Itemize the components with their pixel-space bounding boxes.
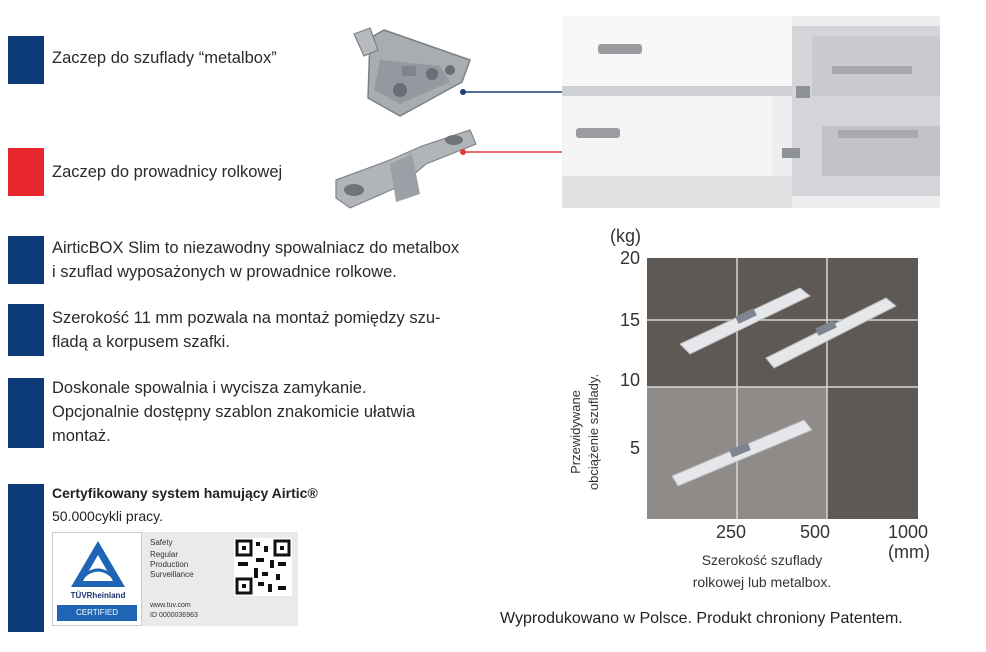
- feature-description-1: AirticBOX Slim to niezawodny spowalniacz do metalbox i szuflad wyposażonych w prowadnice rolkowe.: [52, 239, 460, 281]
- qr-code-icon: [234, 538, 292, 596]
- y-tick-15: 15: [620, 310, 641, 330]
- x-tick-1000: 1000: [888, 522, 929, 542]
- chart-cell-bottom-left: [647, 387, 737, 519]
- accent-bar-metalbox: [8, 36, 44, 84]
- accent-bar-feature-2: [8, 304, 44, 356]
- tuv-certificate-badge: [52, 532, 298, 626]
- accent-bar-feature-1: [8, 236, 44, 284]
- feature-description-2: Szerokość 11 mm pozwala na montaż pomiędzy szu- fladą a korpusem szafki.: [52, 309, 441, 351]
- feature-roller-label: Zaczep do prowadnicy rolkowej: [52, 163, 283, 181]
- chart-svg: [560, 220, 960, 600]
- tuv-triangle-icon: [53, 533, 143, 599]
- accent-bar-certification: [8, 484, 44, 632]
- x-unit-label: (mm): [888, 542, 930, 562]
- tuv-certified-badge: CERTIFIED: [57, 605, 137, 621]
- tuv-line-production: Production: [150, 560, 189, 569]
- y-axis-label-line-2: obciążenie szuflady.: [586, 373, 601, 491]
- accent-bar-roller: [8, 148, 44, 196]
- tuv-id: ID 0000036963: [150, 612, 198, 619]
- accent-bar-feature-3: [8, 378, 44, 448]
- footer-note: Wyprodukowano w Polsce. Produkt chroniony Patentem.: [500, 610, 903, 627]
- y-tick-5: 5: [630, 438, 641, 458]
- certification-title: Certyfikowany system hamujący Airtic®: [52, 485, 318, 501]
- certification-subtitle: 50.000cykli pracy.: [52, 508, 164, 524]
- feature-metalbox-label: Zaczep do szuflady “metalbox”: [52, 49, 277, 67]
- y-unit-label: (kg): [610, 226, 641, 246]
- x-axis-label-line-1: Szerokość szuflady: [701, 552, 823, 568]
- chart-cell-bottom-right: [827, 387, 918, 519]
- y-axis-label-line-1: Przewidywane: [568, 390, 583, 474]
- y-tick-20: 20: [620, 248, 641, 268]
- x-tick-250: 250: [716, 522, 747, 542]
- tuv-line-safety: Safety: [150, 538, 173, 547]
- y-tick-10: 10: [620, 370, 641, 390]
- chart-cell-top-left: [647, 258, 737, 320]
- tuv-line-surveillance: Surveillance: [150, 570, 194, 579]
- x-axis-label-line-2: rolkowej lub metalbox.: [692, 574, 832, 590]
- x-tick-500: 500: [800, 522, 831, 542]
- feature-description-3: Doskonale spowalnia i wycisza zamykanie. Opcjonalnie dostępny szablon znakomicie ułatwia montaż.: [52, 379, 416, 445]
- tuv-url: www.tuv.com: [150, 602, 191, 609]
- tuv-line-regular: Regular: [150, 550, 179, 559]
- tuv-brand: TÜVRheinland: [70, 591, 126, 600]
- load-capacity-chart: [560, 220, 960, 600]
- drawer-installation-photo: [562, 16, 940, 208]
- tuv-logo-panel: [52, 532, 142, 626]
